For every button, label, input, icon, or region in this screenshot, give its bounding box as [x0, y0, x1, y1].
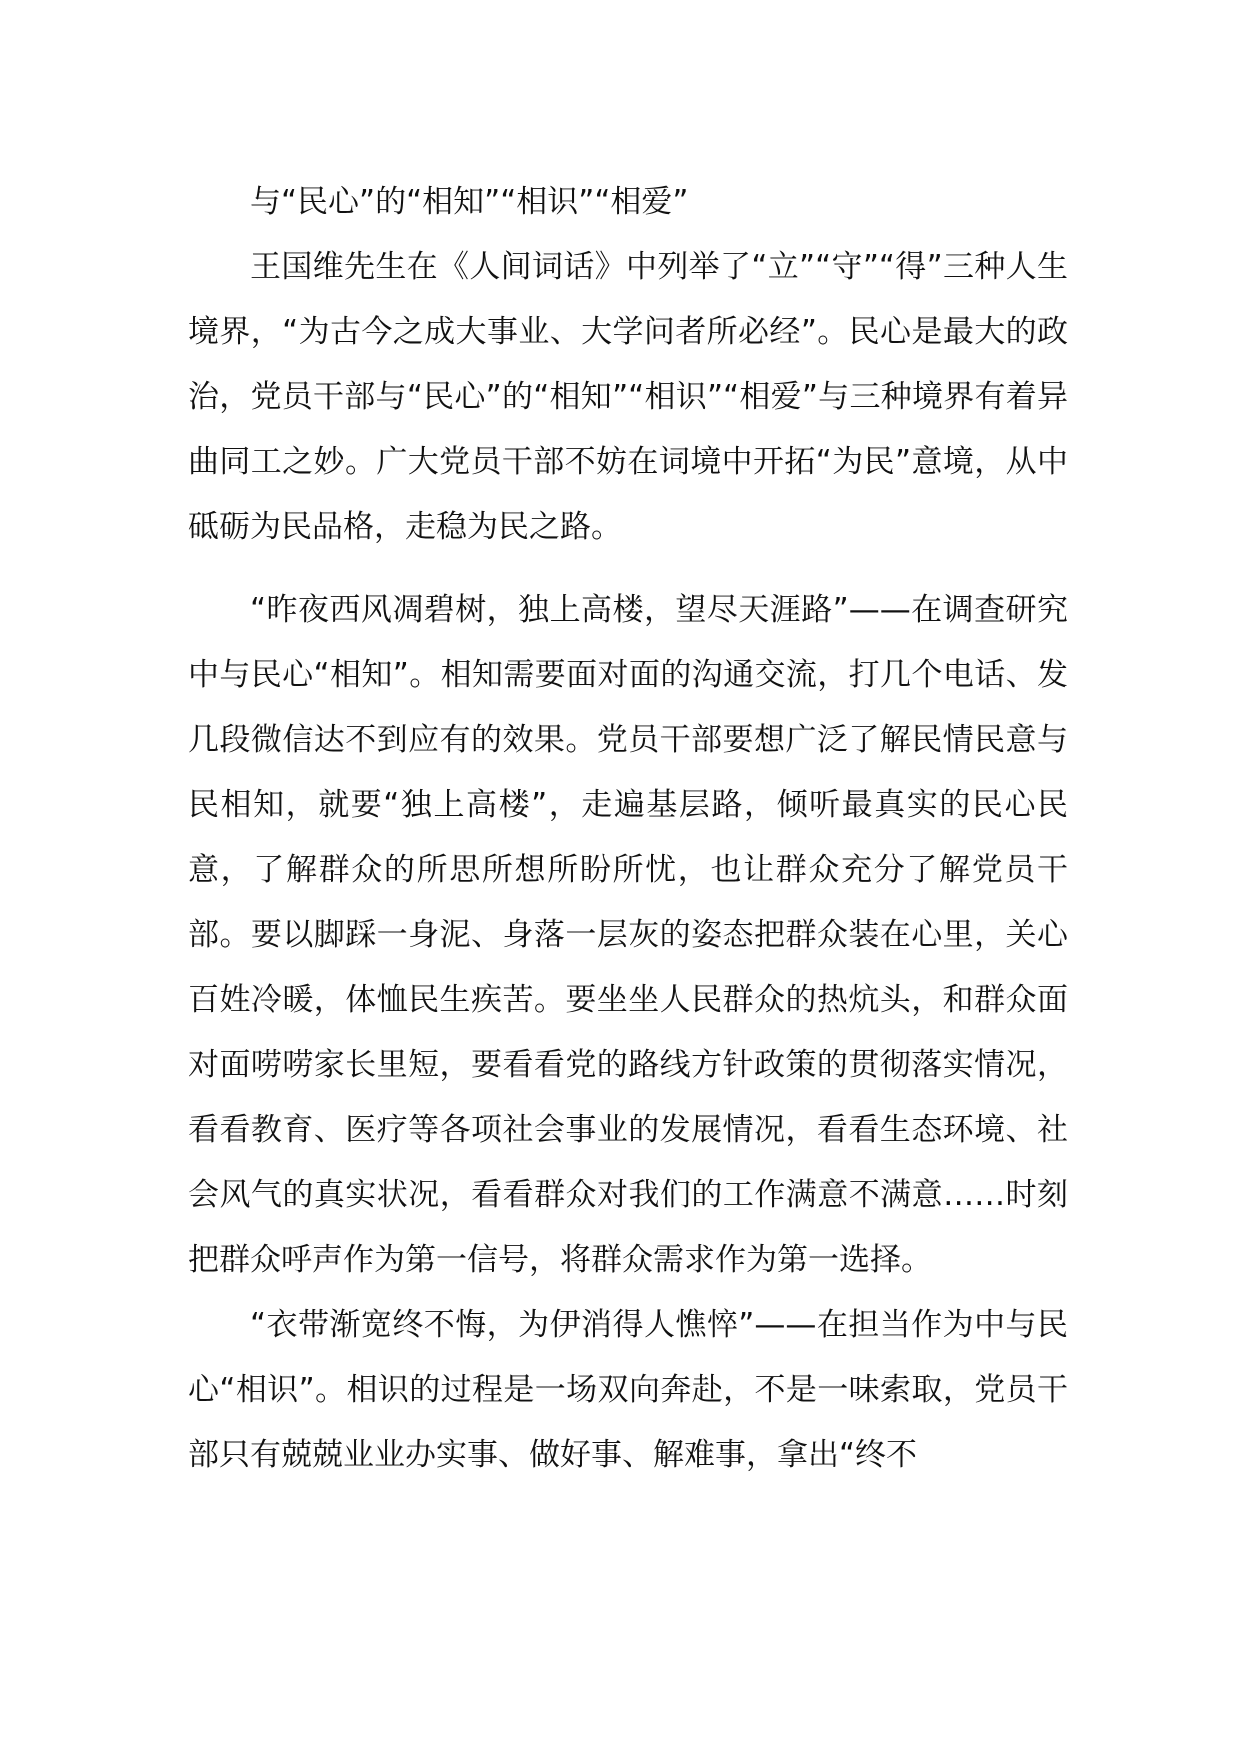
intro-paragraph: 王国维先生在《人间词话》中列举了“立”“守”“得”三种人生境界，“为古今之成大事业、大学问者所必经”。民心是最大的政治，党员干部与“民心”的“相知”“相识”“相爱”与三种境界有着异曲同工之妙。广大党员干部不妨在词境中开拓“为民”意境，从中砥砺为民品格，走稳为民之路。: [188, 249, 1068, 545]
section-heading: 与“民心”的“相知”“相识”“相爱”: [250, 184, 689, 220]
document-content: [188, 170, 1068, 1488]
body-paragraph-meeting: “衣带渐宽终不悔，为伊消得人憔悴”——在担当作为中与民心“相识”。相识的过程是一场双向奔赴，不是一味索取，党员干部只有兢兢业业办实事、做好事、解难事，拿出“终不: [188, 1307, 1068, 1473]
body-paragraph-knowing: “昨夜西风凋碧树，独上高楼，望尽天涯路”——在调查研究中与民心“相知”。相知需要面对面的沟通交流，打几个电话、发几段微信达不到应有的效果。党员干部要想广泛了解民情民意与民相知，就要“独上高楼”，走遍基层路，倾听最真实的民心民意，了解群众的所思所想所盼所忧，也让群众充分了解党员干部。要以脚踩一身泥、身落一层灰的姿态把群众装在心里，关心百姓冷暖，体恤民生疾苦。要坐坐人民群众的热炕头，和群众面对面唠唠家长里短，要看看党的路线方针政策的贯彻落实情况，看看教育、医疗等各项社会事业的发展情况，看看生态环境、社会风气的真实状况，看看群众对我们的工作满意不满意……时刻把群众呼声作为第一信号，将群众需求作为第一选择。: [188, 592, 1068, 1278]
